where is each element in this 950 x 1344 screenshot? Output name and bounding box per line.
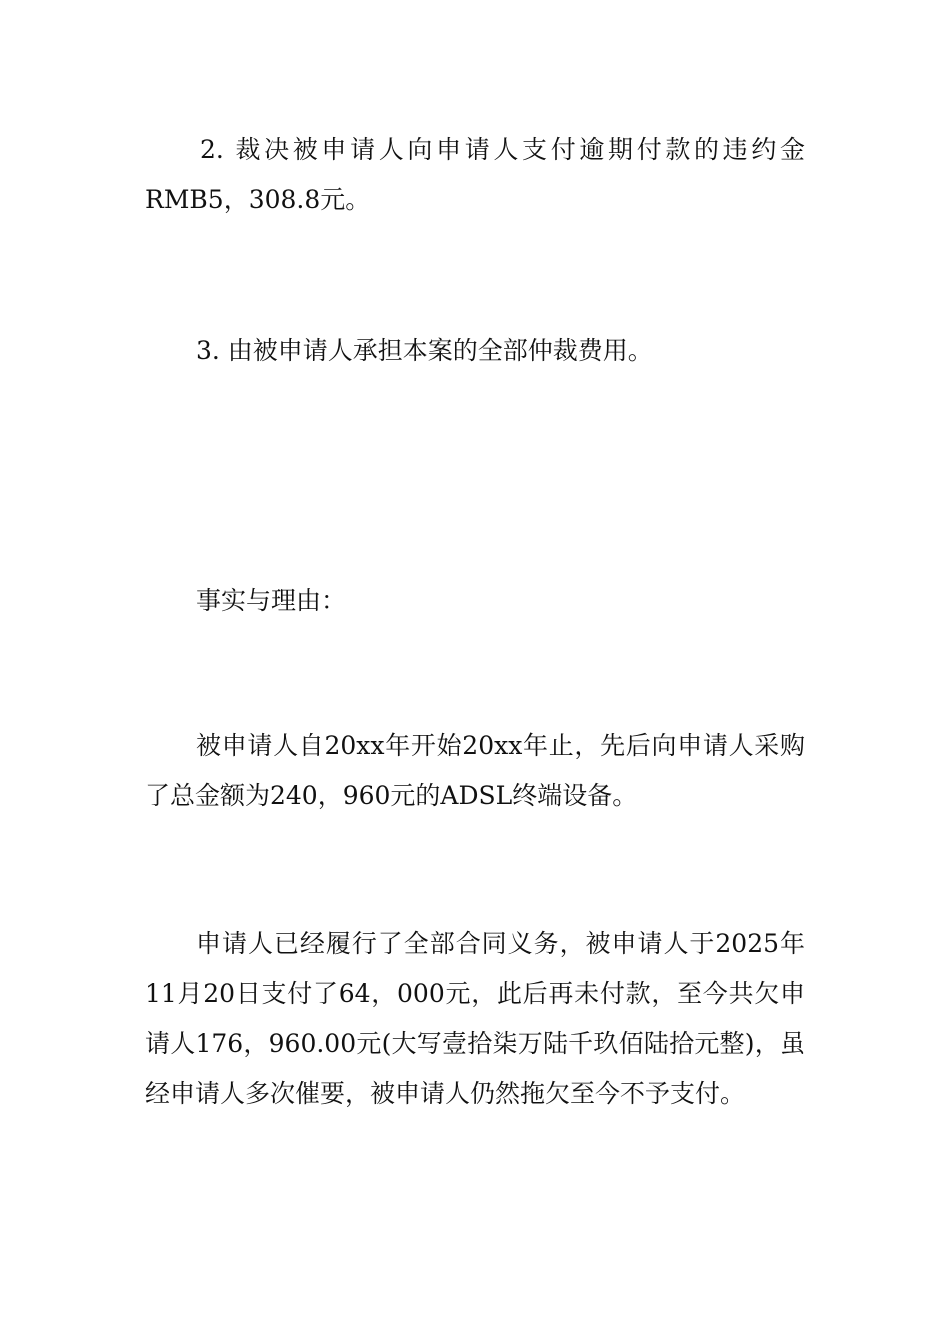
fact-1-line-1: 被申请人自20xx年开始20xx年止，先后向申请人采购 — [196, 731, 805, 760]
claim-2-line-2: RMB5，308.8元。 — [145, 185, 371, 214]
section-heading: 事实与理由： — [196, 586, 347, 615]
fact-2-line-1: 申请人已经履行了全部合同义务，被申请人于2025年 — [196, 929, 805, 958]
claim-3-line-1: 3. 由被申请人承担本案的全部仲裁费用。 — [196, 336, 653, 365]
fact-2-line-3: 请人176，960.00元(大写壹拾柒万陆千玖佰陆拾元整)，虽 — [145, 1029, 805, 1058]
fact-1-line-2: 了总金额为240，960元的ADSL终端设备。 — [145, 781, 638, 810]
fact-2-line-2: 11月20日支付了64，000元，此后再未付款，至今共欠申 — [145, 979, 805, 1008]
claim-2-line-1: 2. 裁决被申请人向申请人支付逾期付款的违约金 — [200, 135, 805, 164]
fact-2-line-4: 经申请人多次催要，被申请人仍然拖欠至今不予支付。 — [145, 1079, 746, 1108]
